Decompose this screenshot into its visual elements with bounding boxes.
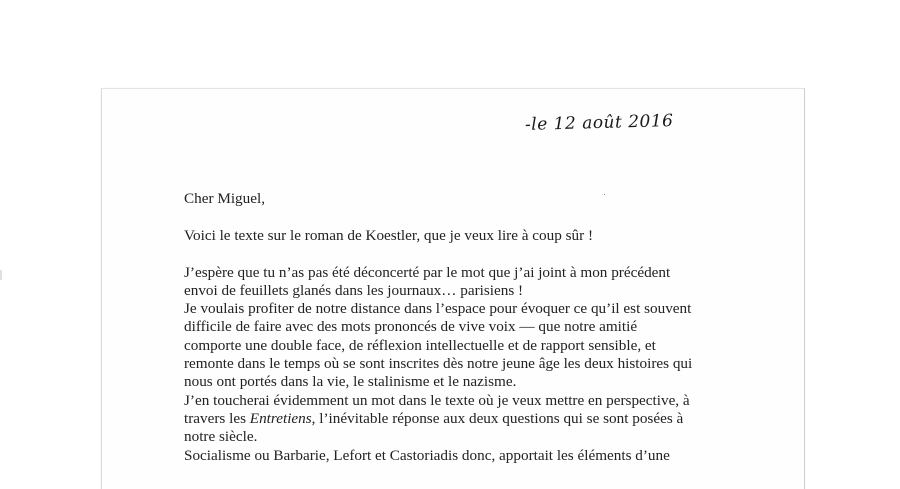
body-line: notre siècle. (184, 428, 258, 446)
body-text-before: travers les (184, 409, 250, 427)
body-line: envoi de feuillets glanés dans les journaux… parisiens ! (184, 281, 524, 299)
body-line: J’en toucherai évidemment un mot dans le texte où je veux mettre en perspective, à (184, 391, 690, 409)
body-line-entretiens (184, 410, 784, 428)
body-line: Socialisme ou Barbarie, Lefort et Castoriadis donc, apportait les éléments d’une (184, 446, 670, 464)
body-line: comporte une double face, de réflexion intellectuelle et de rapport sensible, et (184, 336, 656, 354)
letter-page (101, 88, 805, 489)
paragraph-gap (184, 245, 784, 264)
entretiens-title: Entretiens (249, 409, 312, 427)
paragraph-gap (184, 208, 784, 227)
body-line: J’espère que tu n’as pas été déconcerté par le mot que j’ai joint à mon précédent (184, 263, 671, 281)
body-line: remonte dans le temps où se sont inscrites dès notre jeune âge les deux histoires qui (184, 355, 693, 373)
body-line: difficile de faire avec des mots prononcés de vive voix — que notre amitié (184, 318, 638, 336)
opening-line: Voici le texte sur le roman de Koestler, que je veux lire à coup sûr ! (184, 226, 594, 244)
body-line: Je voulais profiter de notre distance dans l’espace pour évoquer ce qu’il est souvent (184, 300, 692, 318)
handwritten-date: -le 12 août 2016 (524, 111, 674, 135)
scan-edge-mark (0, 270, 2, 280)
salutation: Cher Miguel, (184, 190, 265, 207)
letter-body (184, 190, 784, 465)
body-text-after: , l’inévitable réponse aux deux questions qui se sont posées à (311, 409, 684, 427)
body-line: nous ont portés dans la vie, le stalinisme et le nazisme. (184, 373, 517, 391)
